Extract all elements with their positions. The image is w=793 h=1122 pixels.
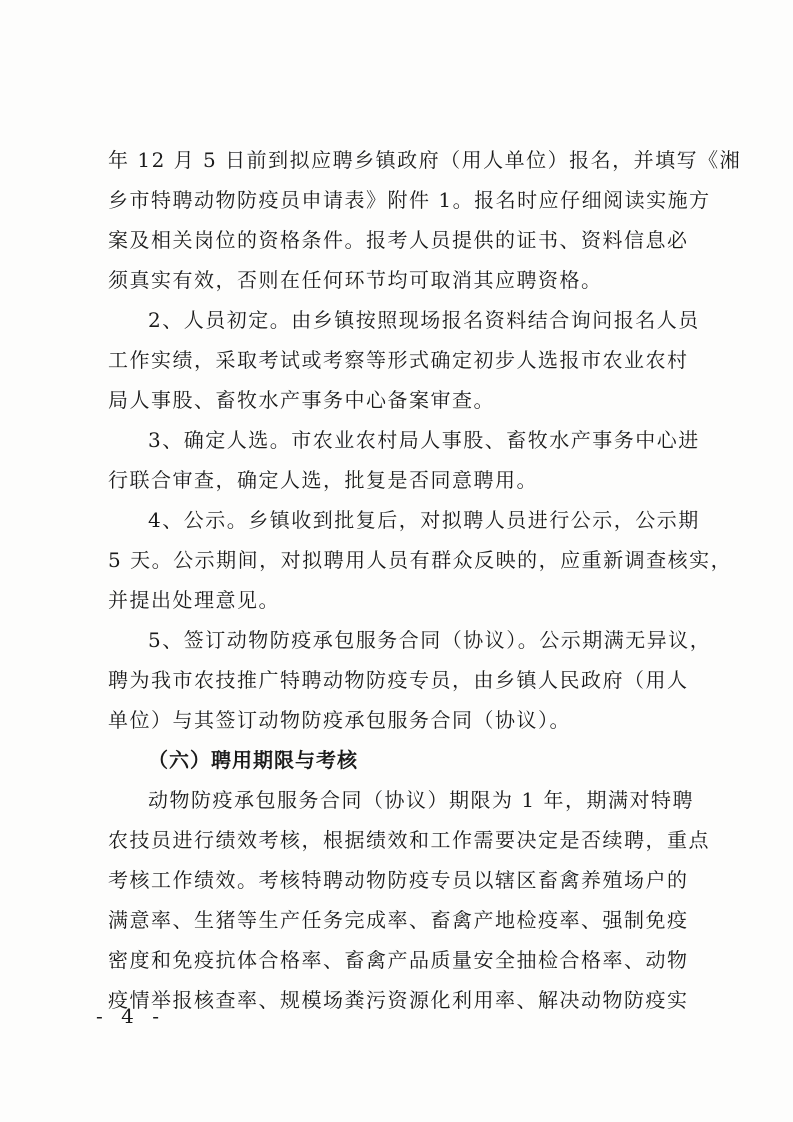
text-line: 聘为我市农技推广特聘动物防疫专员，由乡镇人民政府（用人 [108, 668, 689, 692]
text-line: 疫情举报核查率、规模场粪污资源化利用率、解决动物防疫实 [108, 988, 689, 1012]
text-line: 局人事股、畜牧水产事务中心备案审查。 [108, 388, 495, 412]
text-line: 农技员进行绩效考核，根据绩效和工作需要决定是否续聘，重点 [108, 828, 710, 852]
text-line: 动物防疫承包服务合同（协议）期限为 1 年，期满对特聘 [148, 788, 694, 812]
text-line: 5、签订动物防疫承包服务合同（协议）。公示期满无异议， [148, 628, 712, 652]
text-line: 须真实有效，否则在任何环节均可取消其应聘资格。 [108, 268, 603, 292]
text-line: 乡市特聘动物防疫员申请表》附件 1。报名时应仔细阅读实施方 [108, 188, 711, 212]
text-line: 考核工作绩效。考核特聘动物防疫专员以辖区畜禽养殖场户的 [108, 868, 689, 892]
text-line: 3、确定人选。市农业农村局人事股、畜牧水产事务中心进 [148, 428, 700, 452]
section-heading: （六）聘用期限与考核 [148, 748, 358, 772]
text-line: 行联合审查，确定人选，批复是否同意聘用。 [108, 468, 538, 492]
page-number: - 4 - [96, 1004, 165, 1028]
text-line: 满意率、生猪等生产任务完成率、畜禽产地检疫率、强制免疫 [108, 908, 689, 932]
text-line: 2、人员初定。由乡镇按照现场报名资料结合询问报名人员 [148, 308, 700, 332]
text-line: 并提出处理意见。 [108, 588, 280, 612]
text-line: 5 天。公示期间，对拟聘用人员有群众反映的，应重新调查核实， [108, 548, 733, 572]
text-line: 密度和免疫抗体合格率、畜禽产品质量安全抽检合格率、动物 [108, 948, 689, 972]
text-line: 案及相关岗位的资格条件。报考人员提供的证书、资料信息必 [108, 228, 689, 252]
document-body [108, 140, 742, 1020]
text-line: 4、公示。乡镇收到批复后，对拟聘人员进行公示，公示期 [148, 508, 700, 532]
text-line: 工作实绩，采取考试或考察等形式确定初步人选报市农业农村 [108, 348, 689, 372]
text-line: 年 12 月 5 日前到拟应聘乡镇政府（用人单位）报名，并填写《湘 [108, 148, 742, 172]
text-line: 单位）与其签订动物防疫承包服务合同（协议）。 [108, 708, 571, 732]
